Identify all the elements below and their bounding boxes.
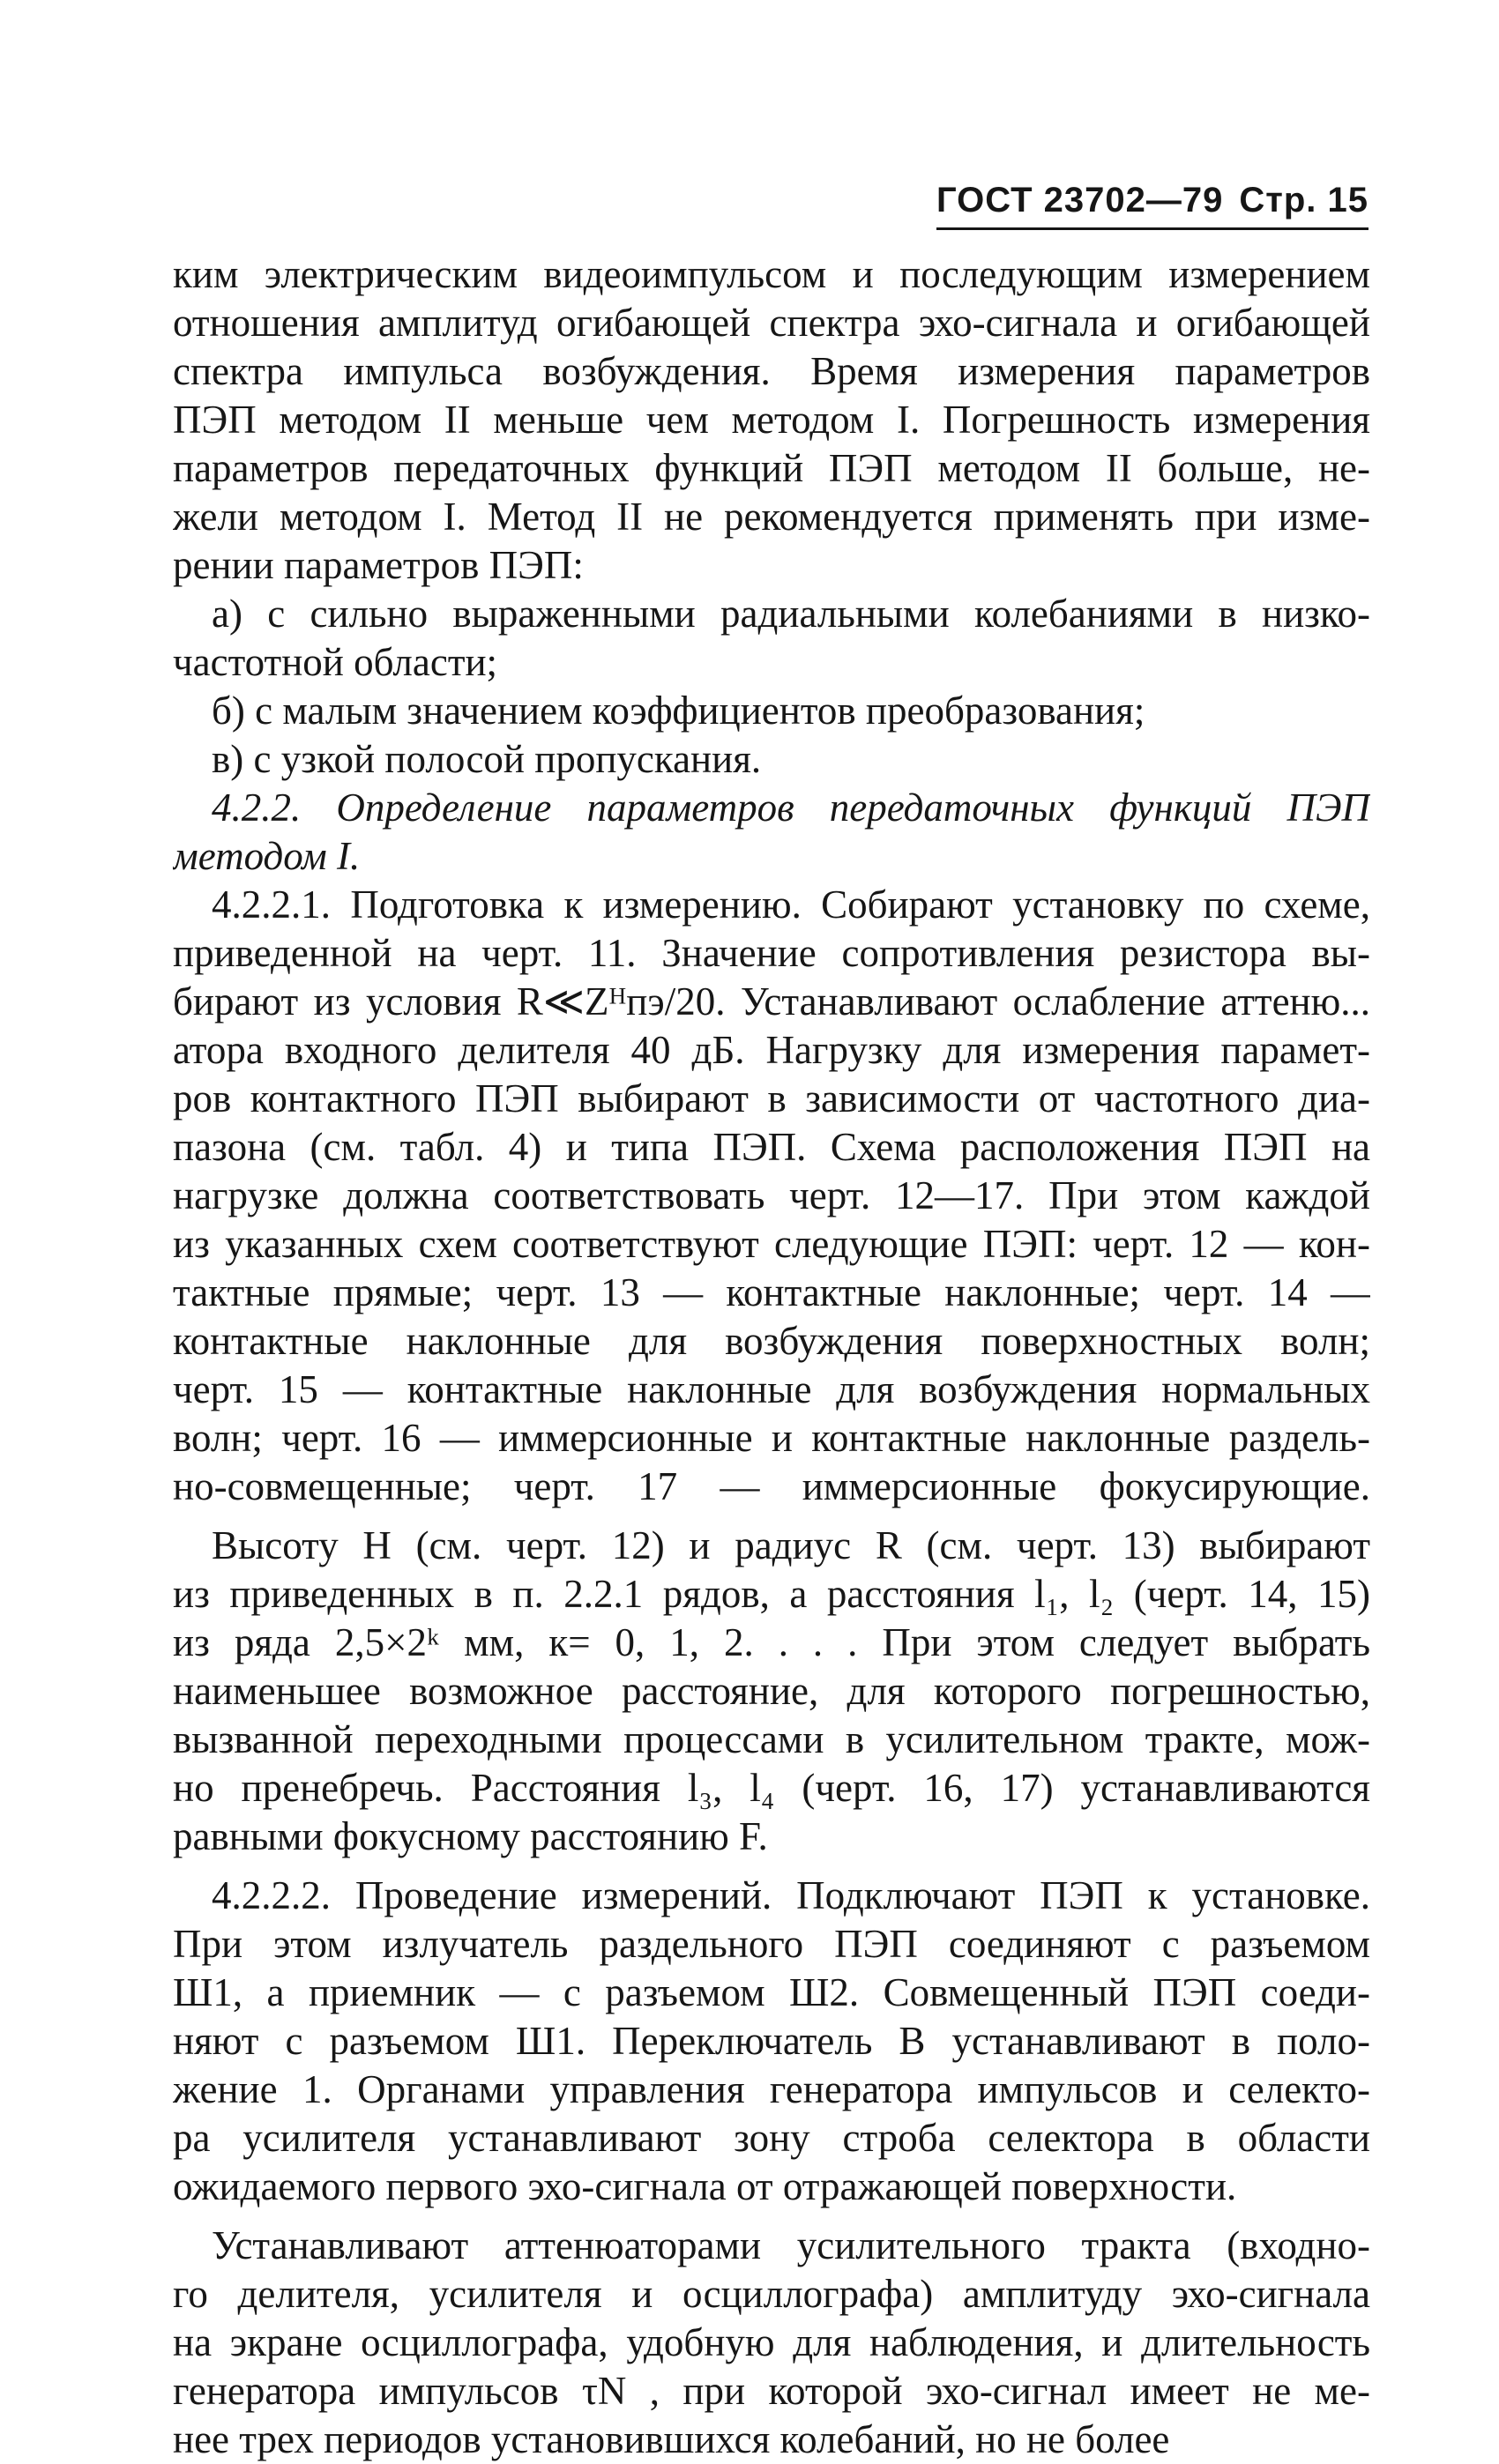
list-item-b: б) с малым значением коэффициентов преобразования; bbox=[212, 689, 1145, 733]
text-line: го делителя, усилителя и осциллографа) амплитуду эхо-сигнала bbox=[173, 2272, 1370, 2316]
text-line: параметров передаточных функций ПЭП методом II больше, не- bbox=[173, 446, 1370, 490]
page-number: Стр. 15 bbox=[1239, 181, 1368, 220]
text-line: из приведенных в п. 2.2.1 рядов, а расстояния l₁, l₂ (черт. 14, 15) bbox=[173, 1572, 1370, 1616]
page-header bbox=[936, 181, 1368, 230]
text-line: волн; черт. 16 — иммерсионные и контактные наклонные раздель- bbox=[173, 1416, 1370, 1460]
doc-code: ГОСТ 23702—79 bbox=[936, 181, 1224, 220]
text-line: нагрузке должна соответствовать черт. 12—17. При этом каждой bbox=[173, 1173, 1370, 1217]
text-line: приведенной на черт. 11. Значение сопротивления резистора вы- bbox=[173, 931, 1370, 975]
text-line: из указанных схем соответствуют следующие ПЭП: черт. 12 — кон- bbox=[173, 1222, 1370, 1266]
section-heading: 4.2.2. Определение параметров передаточных функций ПЭП bbox=[212, 785, 1370, 830]
text-line: При этом излучатель раздельного ПЭП соединяют с разъемом bbox=[173, 1922, 1370, 1966]
text-line: черт. 15 — контактные наклонные для возбуждения нормальных bbox=[173, 1367, 1370, 1411]
text-line: 4.2.2.2. Проведение измерений. Подключают ПЭП к установке. bbox=[212, 1873, 1370, 1917]
body-text bbox=[173, 250, 1370, 2464]
text-line: частотной области; bbox=[173, 640, 498, 684]
text-line: генератора импульсов τN , при которой эхо-сигнал имеет не ме- bbox=[173, 2369, 1370, 2413]
text-line: рении параметров ПЭП: bbox=[173, 543, 584, 587]
text-line: тактные прямые; черт. 13 — контактные наклонные; черт. 14 — bbox=[173, 1270, 1370, 1314]
text-line: ожидаемого первого эхо-сигнала от отражающей поверхности. bbox=[173, 2164, 1237, 2208]
text-line: отношения амплитуд огибающей спектра эхо-сигнала и огибающей bbox=[173, 301, 1370, 345]
text-line: Высоту H (см. черт. 12) и радиус R (см. черт. 13) выбирают bbox=[212, 1523, 1370, 1567]
text-line: но-совмещенные; черт. 17 — иммерсионные фокусирующие. bbox=[173, 1464, 1370, 1508]
text-line: из ряда 2,5×2ᵏ мм, к= 0, 1, 2. . . . При этом следует выбрать bbox=[173, 1620, 1370, 1664]
text-line: ра усилителя устанавливают зону строба селектора в области bbox=[173, 2116, 1370, 2160]
text-line: ким электрическим видеоимпульсом и последующим измерением bbox=[173, 252, 1370, 296]
text-line: но пренебречь. Расстояния l₃, l₄ (черт. 16, 17) устанавливаются bbox=[173, 1766, 1370, 1810]
text-line: пазона (см. табл. 4) и типа ПЭП. Схема расположения ПЭП на bbox=[173, 1125, 1370, 1169]
text-line: контактные наклонные для возбуждения поверхностных волн; bbox=[173, 1319, 1370, 1363]
text-line: Устанавливают аттенюаторами усилительного тракта (входно- bbox=[212, 2223, 1370, 2267]
section-heading-cont: методом I. bbox=[173, 834, 361, 878]
text-line: наименьшее возможное расстояние, для которого погрешностью, bbox=[173, 1669, 1370, 1713]
text-line: на экране осциллографа, удобную для наблюдения, и длительность bbox=[173, 2320, 1370, 2364]
list-item-v: в) с узкой полосой пропускания. bbox=[212, 737, 762, 781]
text-line: жели методом I. Метод II не рекомендуется применять при изме- bbox=[173, 495, 1370, 539]
text-line: атора входного делителя 40 дБ. Нагрузку для измерения парамет- bbox=[173, 1028, 1370, 1072]
list-item-a: а) с сильно выраженными радиальными колебаниями в низко- bbox=[212, 592, 1370, 636]
text-line: 4.2.2.1. Подготовка к измерению. Собирают установку по схеме, bbox=[212, 882, 1370, 927]
text-line: вызванной переходными процессами в усилительном тракте, мож- bbox=[173, 1717, 1370, 1761]
text-line: нее трех периодов установившихся колебаний, но не более bbox=[173, 2417, 1170, 2461]
text-line: ПЭП методом II меньше чем методом I. Погрешность измерения bbox=[173, 398, 1370, 442]
text-line: Ш1, а приемник — с разъемом Ш2. Совмещенный ПЭП соеди- bbox=[173, 1970, 1370, 2014]
text-line: няют с разъемом Ш1. Переключатель В устанавливают в поло- bbox=[173, 2019, 1370, 2063]
text-line: спектра импульса возбуждения. Время измерения параметров bbox=[173, 349, 1370, 393]
text-line: бирают из условия R≪Zᴴпэ/20. Устанавливают ослабление аттеню... bbox=[173, 979, 1370, 1024]
text-line: ров контактного ПЭП выбирают в зависимости от частотного диа- bbox=[173, 1076, 1370, 1120]
text-line: жение 1. Органами управления генератора импульсов и селекто- bbox=[173, 2067, 1370, 2111]
text-line: равными фокусному расстоянию F. bbox=[173, 1814, 768, 1858]
